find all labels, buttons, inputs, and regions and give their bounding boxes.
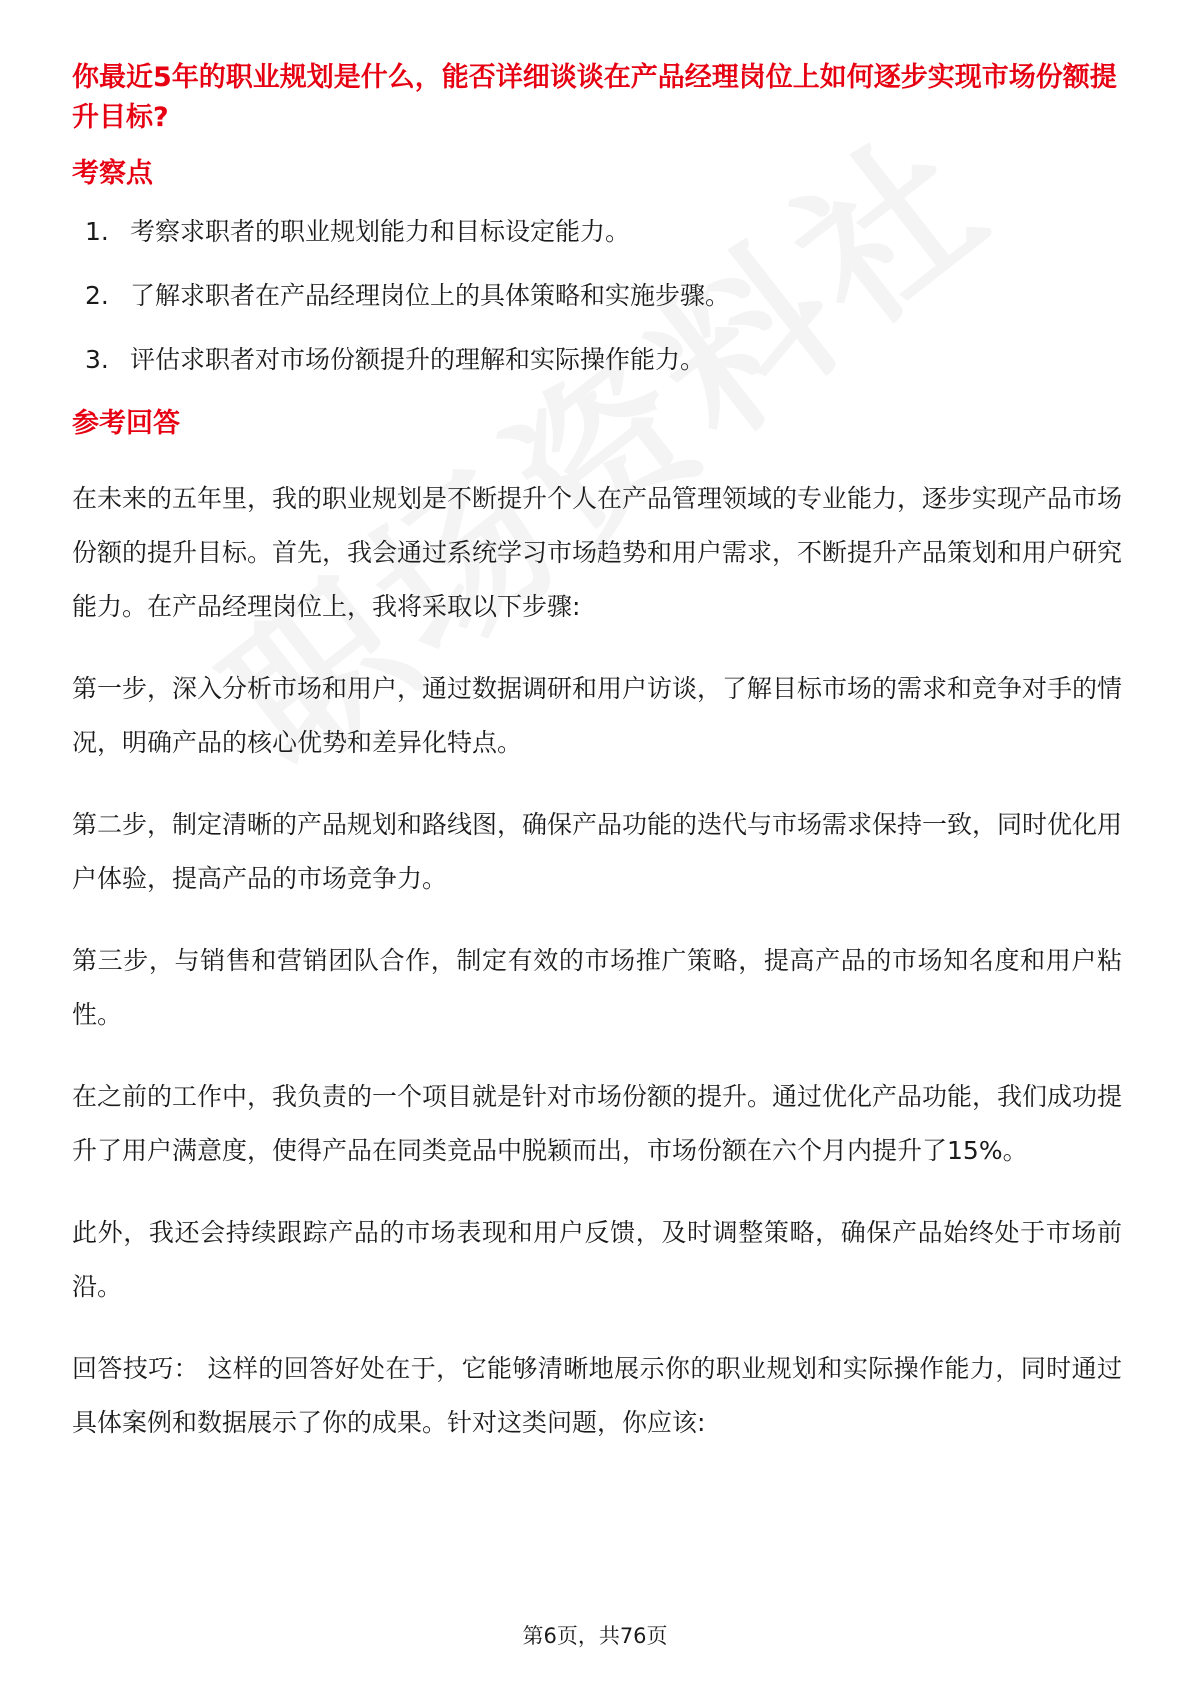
answer-tip-paragraph: 回答技巧： 这样的回答好处在于，它能够清晰地展示你的职业规划和实际操作能力，同时通过具体案例和数据展示了你的成果。针对这类问题，你应该: (72, 1354, 1122, 1437)
answer-paragraph: 在未来的五年里，我的职业规划是不断提升个人在产品管理领域的专业能力，逐步实现产品市场份额的提升目标。首先，我会通过系统学习市场趋势和用户需求，不断提升产品策划和用户研究能力。在产品经理岗位上，我将采取以下步骤: (72, 484, 1123, 621)
answer-paragraph: 第二步，制定清晰的产品规划和路线图，确保产品功能的迭代与市场需求保持一致，同时优化用户体验，提高产品的市场竞争力。 (72, 810, 1123, 893)
document-page (72, 58, 1122, 1450)
inspection-section-title: 考察点 (72, 158, 153, 189)
answer-paragraph: 第一步，深入分析市场和用户，通过数据调研和用户访谈，了解目标市场的需求和竞争对手的情况，明确产品的核心优势和差异化特点。 (72, 674, 1123, 757)
answer-paragraph: 此外，我还会持续跟踪产品的市场表现和用户反馈，及时调整策略，确保产品始终处于市场前沿。 (72, 1218, 1122, 1301)
list-item-number: 1. (85, 217, 109, 246)
list-item (72, 276, 1122, 316)
list-item-number: 3. (85, 345, 109, 374)
inspection-list (72, 212, 1122, 380)
list-item-text: 评估求职者对市场份额提升的理解和实际操作能力。 (130, 345, 706, 374)
answer-paragraph: 在之前的工作中，我负责的一个项目就是针对市场份额的提升。通过优化产品功能，我们成功提升了用户满意度，使得产品在同类竞品中脱颖而出，市场份额在六个月内提升了15%。 (72, 1082, 1123, 1165)
list-item-number: 2. (85, 281, 109, 310)
list-item-text: 了解求职者在产品经理岗位上的具体策略和实施步骤。 (130, 281, 731, 310)
answer-section-title: 参考回答 (72, 408, 180, 439)
list-item (72, 212, 1122, 252)
answer-paragraph: 第三步，与销售和营销团队合作，制定有效的市场推广策略，提高产品的市场知名度和用户粘性。 (72, 946, 1122, 1029)
list-item-text: 考察求职者的职业规划能力和目标设定能力。 (130, 217, 631, 246)
list-item (72, 340, 1122, 380)
question-heading: 你最近5年的职业规划是什么，能否详细谈谈在产品经理岗位上如何逐步实现市场份额提升目标? (72, 62, 1117, 133)
page-number-footer: 第6页，共76页 (522, 1624, 668, 1648)
